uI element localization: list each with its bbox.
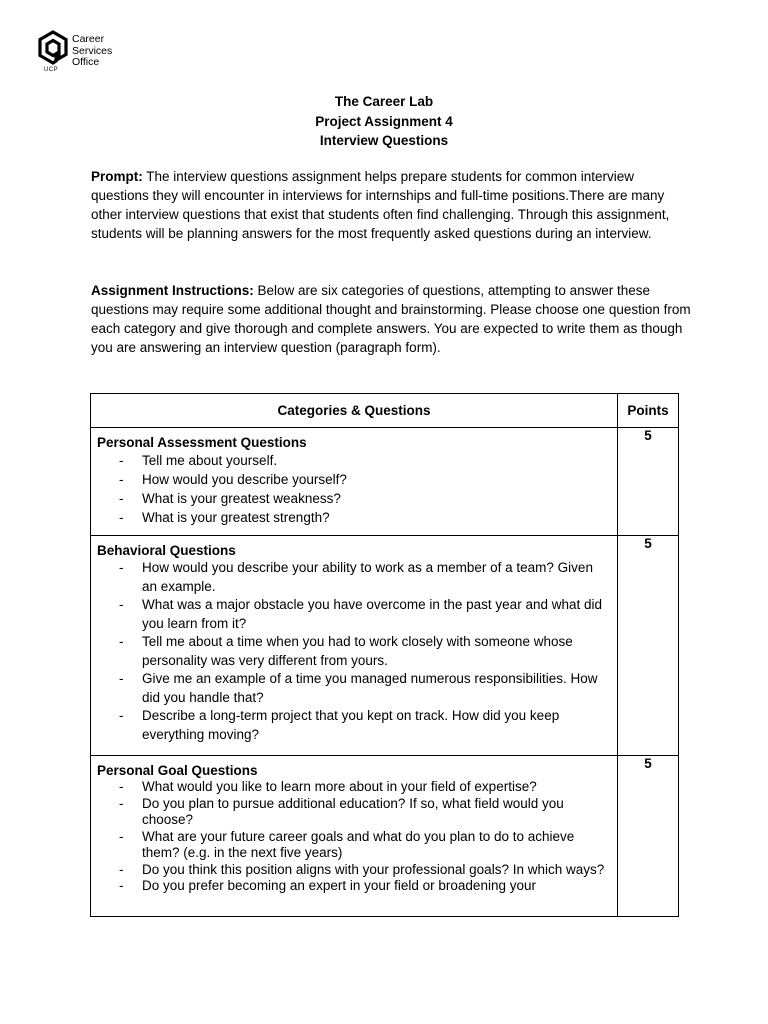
prompt-text: The interview questions assignment helps prepare students for common interview questions they will encounter in interviews for internships and full-time positions.There are many other interview questions that exist that students often find challenging. Through this assignment, students will be planning answers for the most frequently asked questions during an interview. <box>91 169 670 241</box>
logo-line-3: Office <box>72 56 100 68</box>
table-row <box>91 756 679 917</box>
question-list <box>97 779 611 895</box>
list-item: - What was a major obstacle you have overcome in the past year and what did you learn from it? <box>119 597 602 631</box>
logo-line-1: Career <box>72 33 105 45</box>
ucp-logo-icon <box>37 30 69 66</box>
question-list <box>97 559 611 744</box>
question-list <box>97 451 611 527</box>
instructions-label: Assignment Instructions: <box>91 283 254 298</box>
list-item: - Tell me about a time when you had to work closely with someone whose personality was very different from yours. <box>119 634 573 668</box>
instructions-text: Below are six categories of questions, attempting to answer these questions may require some additional thought and brainstorming. Please choose one question from each category and give thorough and complete answers. You are expected to write them as though you are answering an interview question (paragraph form). <box>91 283 691 355</box>
category-cell <box>91 428 618 536</box>
list-item: - What is your greatest weakness? <box>119 491 341 506</box>
prompt-paragraph <box>91 167 691 243</box>
list-item: - How would you describe yourself? <box>119 472 347 487</box>
questions-table <box>90 393 679 917</box>
list-item: - Describe a long-term project that you kept on track. How did you keep everything moving? <box>119 708 560 742</box>
list-item: - What is your greatest strength? <box>119 510 330 525</box>
list-item: - Do you prefer becoming an expert in your field or broadening your <box>119 878 536 893</box>
list-item: - How would you describe your ability to work as a member of a team? Given an example. <box>119 560 593 594</box>
column-header-categories: Categories & Questions <box>91 394 618 428</box>
list-item: - What would you like to learn more about in your field of expertise? <box>119 779 537 794</box>
logo-text <box>72 34 112 69</box>
career-services-logo <box>37 30 127 78</box>
category-title: Personal Assessment Questions <box>97 435 307 450</box>
points-cell: 5 <box>618 428 679 536</box>
list-item: - Give me an example of a time you managed numerous responsibilities. How did you handle that? <box>119 671 598 705</box>
points-cell: 5 <box>618 756 679 917</box>
prompt-label: Prompt: <box>91 169 143 184</box>
title-line-3: Interview Questions <box>319 133 449 148</box>
instructions-paragraph <box>91 281 691 357</box>
table-row <box>91 536 679 756</box>
category-cell <box>91 536 618 756</box>
document-title <box>0 92 768 151</box>
list-item: - Do you plan to pursue additional education? If so, what field would you choose? <box>119 795 564 827</box>
category-cell <box>91 756 618 917</box>
logo-line-2: Services <box>72 44 113 57</box>
column-header-points: Points <box>618 394 679 428</box>
category-title: Personal Goal Questions <box>97 763 258 778</box>
list-item: - Tell me about yourself. <box>119 453 278 468</box>
title-line-1: The Career Lab <box>334 94 434 109</box>
table-header-row <box>91 394 679 428</box>
list-item: - Do you think this position aligns with your professional goals? In which ways? <box>119 861 605 877</box>
title-line-2: Project Assignment 4 <box>315 113 453 129</box>
list-item: - What are your future career goals and what do you plan to do to achieve them? (e.g. in the next five years) <box>119 828 575 860</box>
logo-sub-text: UCP <box>44 67 59 73</box>
points-cell: 5 <box>618 536 679 756</box>
category-title: Behavioral Questions <box>97 543 236 558</box>
table-row <box>91 428 679 536</box>
